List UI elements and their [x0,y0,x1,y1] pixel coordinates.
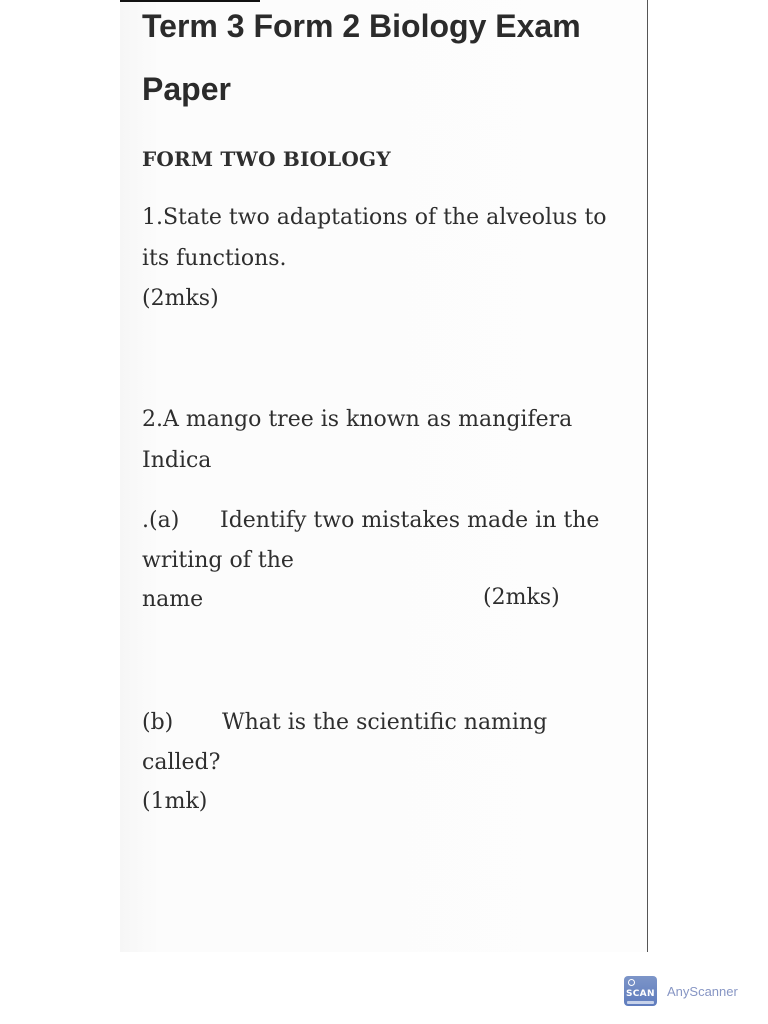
top-rule [120,0,260,2]
scan-logo-text: SCAN [626,989,655,999]
question-2-line-1: 2.A mango tree is known as mangifera [142,407,573,432]
question-2a-marks: (2mks) [483,585,560,610]
subheading: FORM TWO BIOLOGY [142,147,391,171]
anyscanner-watermark [624,975,738,1007]
question-1-line-2: its functions. [142,246,287,271]
question-2b-label: (b) [142,710,174,735]
question-2a-text: Identify two mistakes made in the [220,508,600,533]
logo-base [627,1001,654,1004]
question-2a-line-2: writing of the [142,548,294,573]
question-1-marks: (2mks) [142,286,219,311]
question-2a-label: .(a) [142,508,180,533]
question-2-line-2: Indica [142,448,212,473]
document-title-line-1: Term 3 Form 2 Biology Exam [142,8,581,44]
document-title-line-2: Paper [142,71,231,107]
question-2b-marks: (1mk) [142,789,208,814]
question-2a-line-1 [142,508,599,534]
lens-icon [628,979,635,986]
scan-logo-icon [624,976,657,1006]
question-2a-line-3: name [142,587,204,612]
question-2b-line-2: called? [142,750,221,775]
question-2b-text: What is the scientific naming [222,710,548,735]
watermark-app-name: AnyScanner [667,983,738,999]
question-2b-line-1 [142,710,547,736]
question-1-line-1: 1.State two adaptations of the alveolus to [142,205,607,230]
